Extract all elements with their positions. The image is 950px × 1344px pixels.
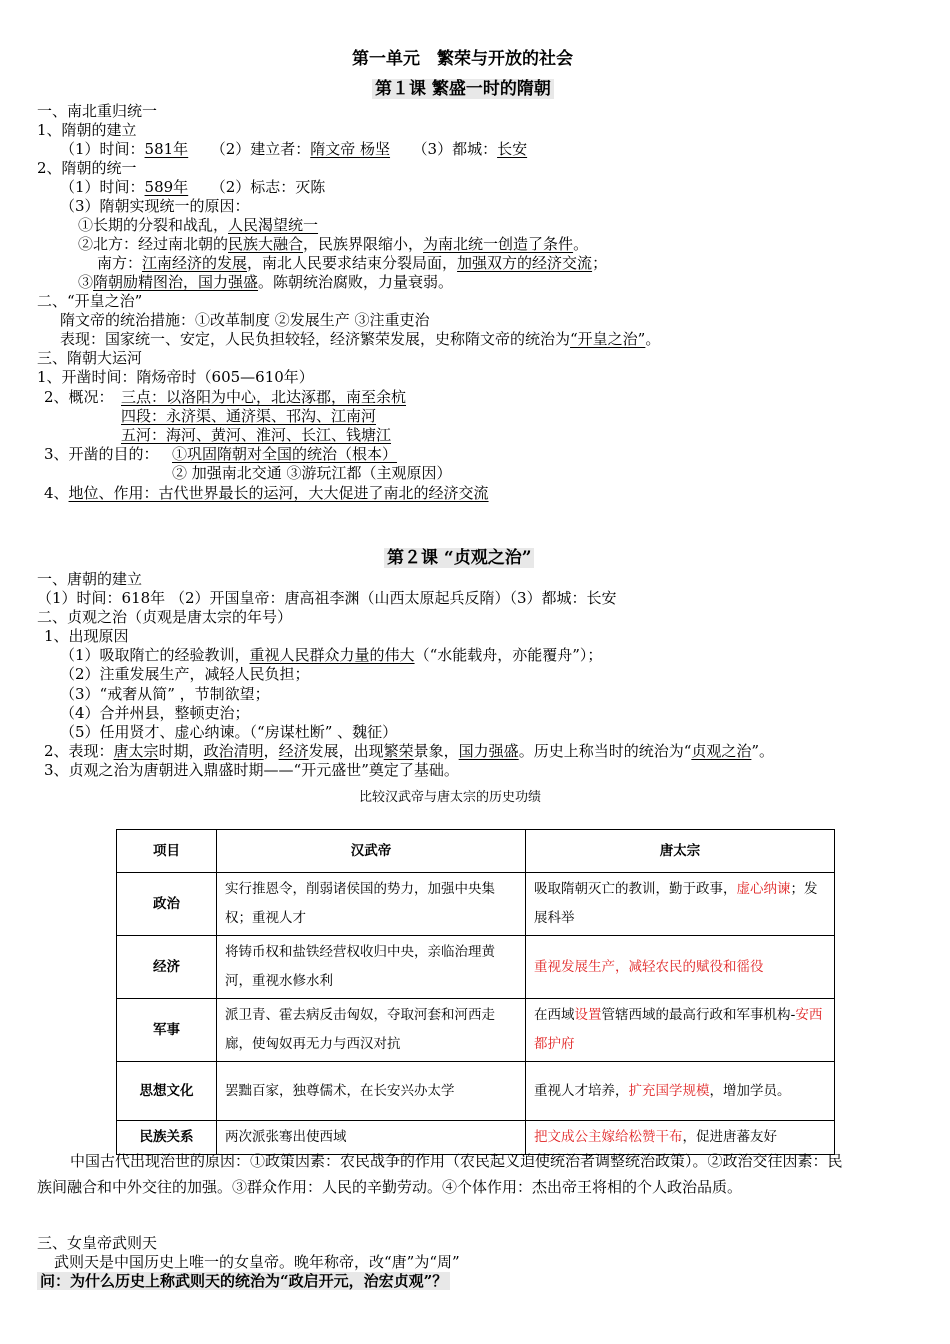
- row-item: 政治: [117, 873, 217, 936]
- header-item: 项目: [117, 830, 217, 873]
- kaihuang-performance: 表现：国家统一、安定，人民负担较轻，经济繁荣发展，史称隋文帝的统治为“开皇之治”。: [60, 330, 661, 348]
- lesson1-section-2: 二、“开皇之治”: [37, 292, 143, 310]
- canal-time: 1、开凿时间：隋炀帝时（605—610年）: [37, 368, 314, 386]
- lesson2-section-1: 一、唐朝的建立: [37, 570, 143, 588]
- canal-five-rivers: 五河：海河、黄河、淮河、长江、钱塘江: [121, 426, 392, 444]
- reason-3: ③隋朝励精图治，国力强盛。陈朝统治腐败，力量衰弱。: [78, 273, 454, 291]
- summary-line-2: 族间融合和中外交往的加强。③群众作用：人民的辛勤劳动。④个体作用：杰出帝王将相的个人政治品质。: [37, 1178, 743, 1196]
- table-row: [117, 936, 835, 999]
- canal-purpose-1: ①巩固隋朝对全国的统治（根本）: [172, 445, 398, 463]
- canal-purpose-2: ② 加强南北交通 ③游玩江都（主观原因）: [172, 464, 452, 482]
- row-tang: 重视发展生产，减轻农民的赋役和徭役: [526, 936, 835, 999]
- unification-reasons-heading: （3）隋朝实现统一的原因：: [60, 197, 250, 215]
- row-han: 派卫青、霍去病反击匈奴，夺取河套和河西走廊，使匈奴再无力与西汉对抗: [217, 999, 526, 1062]
- question-line: 问：为什么历史上称武则天的统治为“政启开元，治宏贞观”？: [37, 1272, 450, 1291]
- cause-5: （5）任用贤才、虚心纳谏。（“房谋杜断” 、魏征）: [60, 723, 398, 741]
- canal-overview-label: 2、概况：: [44, 388, 114, 406]
- reason-1: ①长期的分裂和战乱，人民渴望统一: [78, 216, 319, 234]
- kaihuang-measures: 隋文帝的统治措施：①改革制度 ②发展生产 ③注重吏治: [60, 311, 430, 329]
- row-han: 将铸币权和盐铁经营权收归中央，亲临治理黄河，重视水修水利: [217, 936, 526, 999]
- cause-1: （1）吸取隋亡的经验教训，重视人民群众力量的伟大（“水能载舟，亦能覆舟”）；: [60, 646, 603, 664]
- sui-founding-line: （1）时间：581年 （2）建立者：隋文帝 杨坚 （3）都城：长安: [60, 140, 528, 158]
- wu-zetian-text: 武则天是中国历史上唯一的女皇帝。晚年称帝，改“唐”为“周”: [54, 1253, 460, 1271]
- row-tang: 把文成公主嫁给松赞干布，促进唐蕃友好: [526, 1121, 835, 1155]
- table-row: [117, 873, 835, 936]
- sui-unification-line: （1）时间：589年 （2）标志：灭陈: [60, 178, 326, 196]
- row-han: 实行推恩令，削弱诸侯国的势力，加强中央集权；重视人才: [217, 873, 526, 936]
- row-tang: 在西域设置管辖西域的最高行政和军事机构-安西都护府: [526, 999, 835, 1062]
- row-item: 军事: [117, 999, 217, 1062]
- table-row: [117, 1121, 835, 1155]
- table-row: [117, 1062, 835, 1121]
- tang-founding-line: （1）时间：618年 （2）开国皇帝：唐高祖李渊（山西太原起兵反隋）（3）都城：长安: [37, 589, 617, 607]
- table-row: [117, 999, 835, 1062]
- row-tang: 重视人才培养，扩充国学规模，增加学员。: [526, 1062, 835, 1121]
- row-han: 两次派张骞出使西域: [217, 1121, 526, 1155]
- cause-4: （4）合并州县，整顿吏治；: [60, 704, 250, 722]
- row-han: 罢黜百家，独尊儒术，在长安兴办太学: [217, 1062, 526, 1121]
- reason-2: ②北方：经过南北朝的民族大融合，民族界限缩小，为南北统一创造了条件。: [78, 235, 589, 253]
- summary-line-1: 中国古代出现治世的原因：①政策因素：农民战争的作用（农民起义迫使统治者调整统治政策）。②政治交往因素：民: [70, 1152, 843, 1170]
- zhenguan-significance: 3、贞观之治为唐朝进入鼎盛时期——“开元盛世”奠定了基础。: [44, 761, 459, 779]
- cause-3: （3）“戒奢从简” ，节制欲望；: [60, 685, 270, 703]
- comparison-table: [116, 829, 835, 1155]
- lesson1-title: 第１课 繁盛一时的隋朝: [372, 80, 554, 99]
- lesson2-title: 第２课 “贞观之治”: [384, 549, 534, 568]
- table-caption: 比较汉武帝与唐太宗的历史功绩: [359, 790, 542, 805]
- canal-three-points: 三点：以洛阳为中心，北达涿郡，南至余杭: [121, 388, 407, 406]
- cause-2: （2）注重发展生产，减轻人民负担；: [60, 665, 310, 683]
- reason-2-south: 南方：江南经济的发展，南北人民要求结束分裂局面，加强双方的经济交流；: [97, 254, 608, 272]
- canal-significance: 4、地位、作用：古代世界最长的运河，大大促进了南北的经济交流: [44, 484, 489, 502]
- table-header-row: [117, 830, 835, 873]
- row-item: 思想文化: [117, 1062, 217, 1121]
- wu-zetian-heading: 三、女皇帝武则天: [37, 1234, 158, 1252]
- lesson1-sub-1: 1、隋朝的建立: [37, 121, 137, 139]
- canal-four-sections: 四段：永济渠、通济渠、邗沟、江南河: [121, 407, 377, 425]
- lesson1-sub-2: 2、隋朝的统一: [37, 159, 137, 177]
- lesson2-section-2: 二、贞观之治（贞观是唐太宗的年号）: [37, 608, 293, 626]
- zhenguan-performance: 2、表现：唐太宗时期，政治清明，经济发展，出现繁荣景象，国力强盛。历史上称当时的统治为“贞观之治”。: [44, 742, 775, 760]
- lesson1-section-1: 一、南北重归统一: [37, 102, 158, 120]
- zhenguan-causes-heading: 1、出现原因: [44, 627, 129, 645]
- row-tang: 吸取隋朝灭亡的教训，勤于政事，虚心纳谏；发展科举: [526, 873, 835, 936]
- row-item: 民族关系: [117, 1121, 217, 1155]
- canal-purpose-label: 3、开凿的目的：: [44, 445, 159, 463]
- lesson1-section-3: 三、隋朝大运河: [37, 349, 143, 367]
- header-tang: 唐太宗: [526, 830, 835, 873]
- header-han: 汉武帝: [217, 830, 526, 873]
- row-item: 经济: [117, 936, 217, 999]
- unit-title: 第一单元 繁荣与开放的社会: [352, 49, 573, 69]
